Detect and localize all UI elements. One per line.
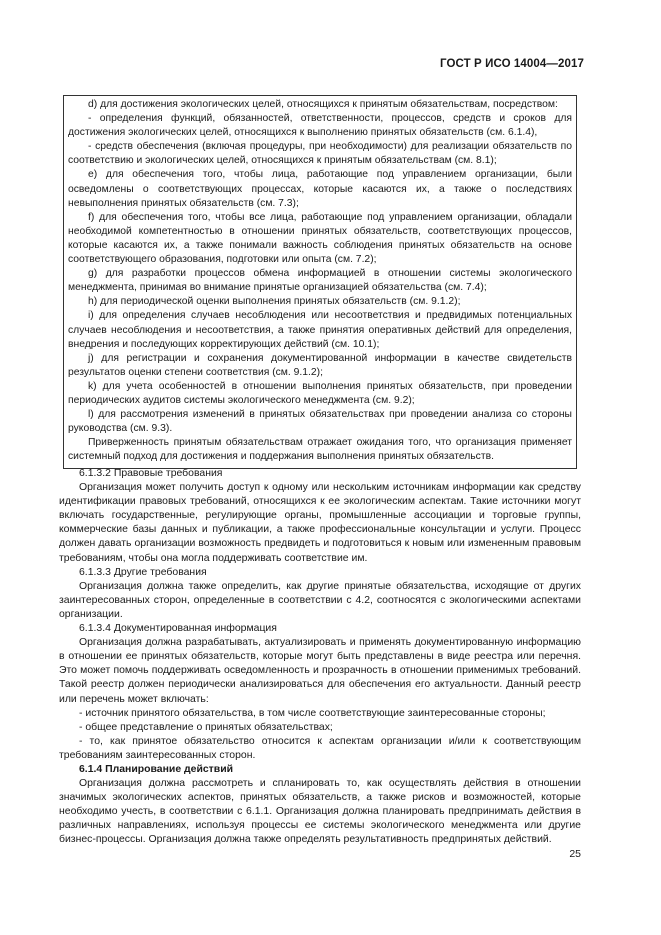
box-item-k: k) для учета особенностей в отношении выполнения принятых обязательств, при проведении периодических аудитов системы экологического менеджмента (см. 9.2); (68, 380, 572, 406)
box-item-e: е) для обеспечения того, чтобы лица, работающие под управлением организации, были осведомлены о соответствующих процессах, которые касаются их, а также о последствиях невыполнения принятых обязательств (см. 7.3); (68, 169, 572, 209)
box-item-l: l) для рассмотрения изменений в принятых обязательствах при проведении анализа со стороны руководства (см. 9.3). (68, 409, 572, 435)
section-heading-6-1-4: 6.1.4 Планирование действий (79, 763, 234, 775)
list-item-source: - источник принятого обязательства, в том числе соответствующие заинтересованные стороны; (79, 707, 546, 719)
list-item-overview: - общее представление о принятых обязательствах; (79, 721, 333, 733)
box-conclusion: Приверженность принятым обязательствам отражает ожидания того, что организация применяет системный подход для достижения и поддержания выполнения принятых обязательств. (68, 437, 572, 463)
box-item-d: d) для достижения экологических целей, относящихся к принятым обязательствам, посредством: (88, 99, 558, 110)
box-subitem-functions: - определения функций, обязанностей, ответственности, процессов, средств и сроков для достижения экологических целей, относящихся к выполнению принятых обязательств (см. 6.1.4), (68, 113, 572, 139)
box-item-j: j) для регистрации и сохранения документированной информации в качестве свидетельств результатов оценки степени соответствия (см. 9.1.2); (68, 352, 572, 378)
paragraph-legal-requirements: Организация может получить доступ к одному или нескольким источникам информации как средству идентификации правовых требований, относящихся к ее экологическим аспектам. Такие источники могут включать государственные, регулирующие органы, промышленные ассоциации и торговые группы, коммерческие базы данных и публикации, а также профессиональные консультации и услуги. Процесс должен давать организации возможность предвидеть и подготовиться к новым или измененным правовым требованиям, чтобы она могла поддерживать соответствие им. (59, 482, 581, 564)
paragraph-other-requirements: Организация должна также определить, как другие принятые обязательства, исходящие от других заинтересованных сторон, определенные в соответствии с 4.2, соотносятся с экологическими аспектами организации. (59, 580, 581, 620)
document-standard-header: ГОСТ Р ИСО 14004—2017 (439, 58, 584, 70)
commitments-box (63, 95, 577, 469)
section-heading-6-1-3-2: 6.1.3.2 Правовые требования (79, 468, 223, 479)
section-heading-6-1-3-3: 6.1.3.3 Другие требования (79, 566, 207, 578)
box-item-g: g) для разработки процессов обмена информацией в отношении системы экологического менеджмента, принимая во внимание принятые организацией обязательства (см. 7.4); (68, 268, 572, 294)
box-item-i: i) для определения случаев несоблюдения или несоответствия и предвидимых потенциальных случаев несоблюдения и несоответствия, а также принятия оперативных действий для определения, внедрения и последующих корректирующих действий (см. 10.1); (68, 310, 572, 350)
box-item-f: f) для обеспечения того, чтобы все лица, работающие под управлением организации, обладали необходимой компетентностью в отношении принятых обязательств, соответствующих процессов, которые касаются их, а также понимали важность соблюдения принятых обязательств на основе соответствующего образования, подготовки или опыта (см. 7.2); (68, 211, 572, 266)
paragraph-documented-information: Организация должна разрабатывать, актуализировать и применять документированную информацию в отношении ее принятых обязательств, которые могут быть представлены в виде реестра или перечня. Это может помочь поддерживать осведомленность и прозрачность в отношении применимых требований. Такой реестр должен периодически анализироваться для обеспечения его актуальности. Данный реестр или перечень может включать: (59, 637, 581, 705)
box-item-h: h) для периодической оценки выполнения принятых обязательств (см. 9.1.2); (88, 296, 461, 308)
list-item-relation: - то, как принятое обязательство относится к аспектам организации и/или к соответствующим требованиям заинтересованных сторон. (59, 735, 581, 761)
paragraph-planning-actions: Организация должна рассмотреть и спланировать то, как осуществлять действия в отношении значимых экологических аспектов, принятых обязательств, а также рисков и возможностей, которые необходимо учесть, в соответствии с 6.1.1. Организация должна планировать предпринимать действия в различных направлениях, используя процессы ее системы экологического менеджмента или другие бизнес-процессы. Организация должна также определять результативность предпринятых действий. (59, 778, 581, 846)
section-heading-6-1-3-4: 6.1.3.4 Документированная информация (79, 623, 277, 635)
box-subitem-means: - средств обеспечения (включая процедуры, при необходимости) для реализации обязательств по соответствию и экологических целей, относящихся к принятым обязательствам (см. 8.1); (68, 141, 572, 167)
page-number: 25 (569, 848, 581, 860)
main-text (59, 467, 581, 848)
